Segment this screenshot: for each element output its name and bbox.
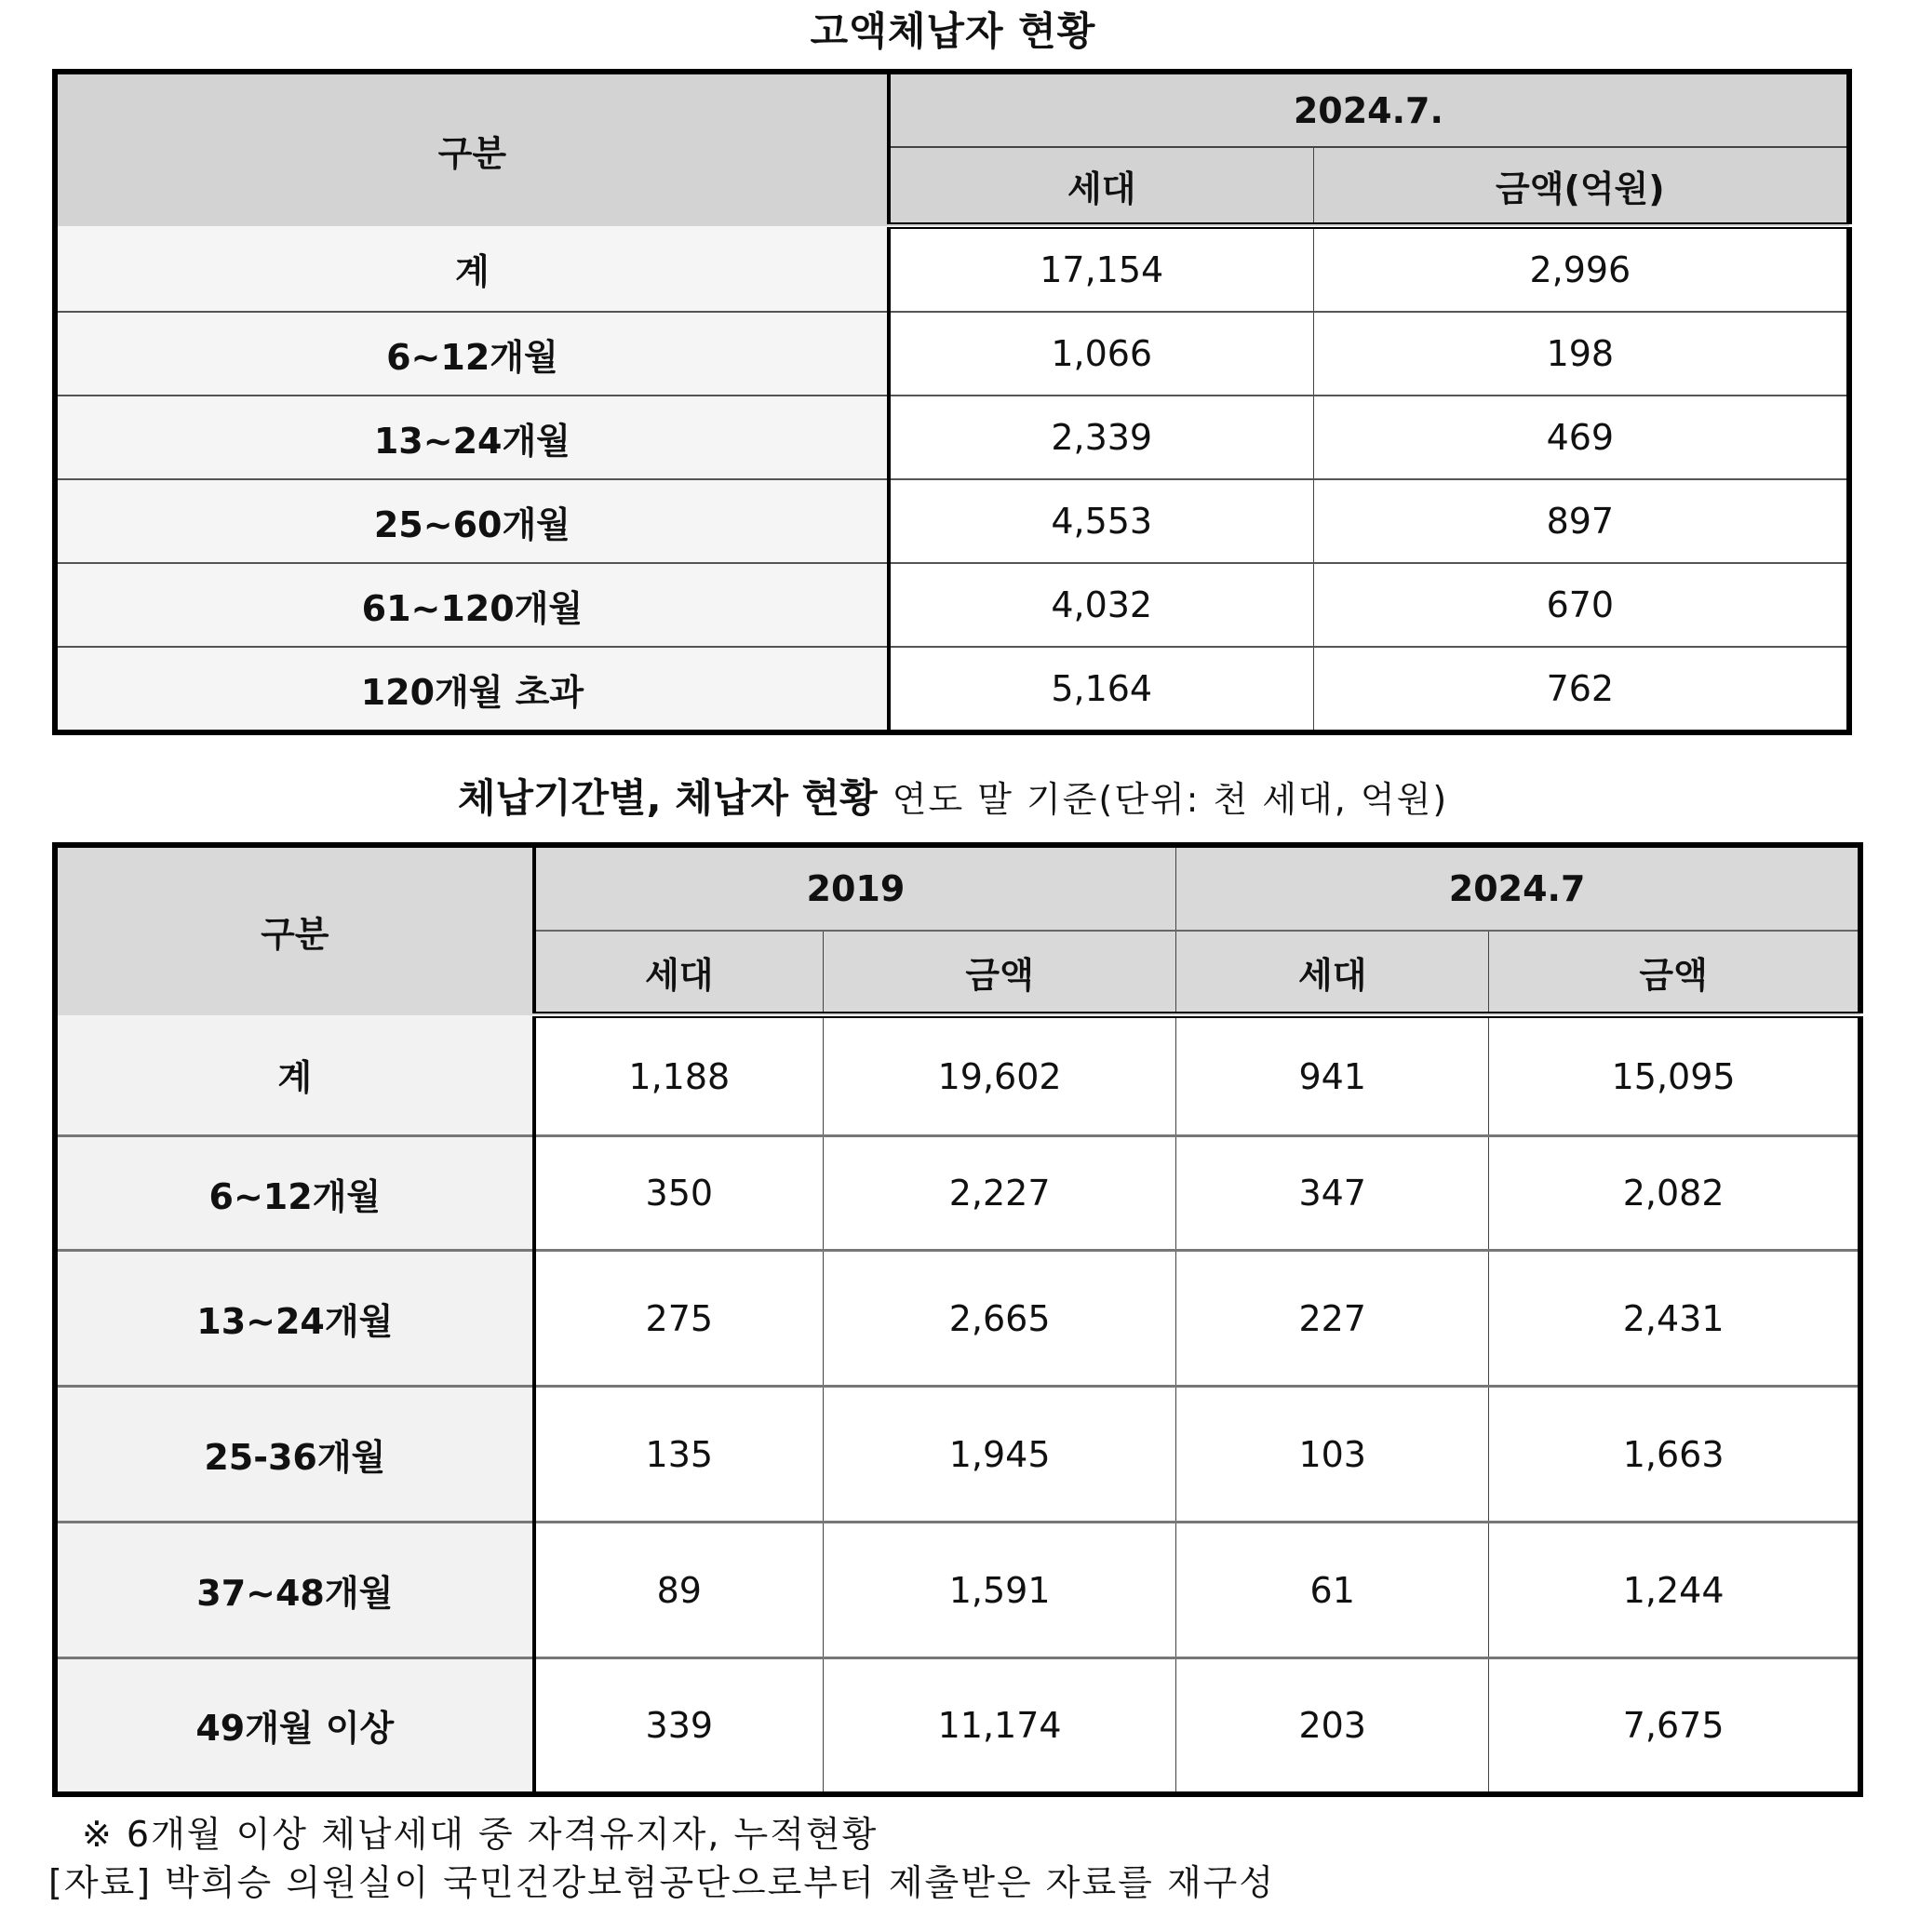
- table-row: [55, 1387, 1860, 1523]
- amount-value: 670: [1313, 563, 1849, 647]
- amount-2019: 1,591: [824, 1523, 1176, 1658]
- households-2019: 275: [534, 1251, 824, 1387]
- amount-value: 198: [1313, 312, 1849, 396]
- amount-value: 2,996: [1313, 226, 1849, 313]
- households-2024: 941: [1176, 1015, 1489, 1136]
- header-households-2024: 세대: [1176, 931, 1489, 1015]
- table-row: [55, 479, 1849, 563]
- table2-title-main: 체납기간별, 체납자 현황: [457, 775, 878, 821]
- header-category: 구분: [55, 845, 534, 1015]
- row-label: 25-36개월: [55, 1387, 534, 1523]
- table-row: [55, 647, 1849, 732]
- table-row: [55, 563, 1849, 647]
- row-label: 49개월 이상: [55, 1658, 534, 1794]
- row-label: 120개월 초과: [55, 647, 889, 732]
- households-2024: 61: [1176, 1523, 1489, 1658]
- households-value: 4,032: [889, 563, 1313, 647]
- header-period-2019: 2019: [534, 845, 1176, 931]
- households-2024: 227: [1176, 1251, 1489, 1387]
- row-label: 37~48개월: [55, 1523, 534, 1658]
- households-2019: 1,188: [534, 1015, 824, 1136]
- header-category: 구분: [55, 72, 889, 226]
- households-value: 17,154: [889, 226, 1313, 313]
- amount-value: 897: [1313, 479, 1849, 563]
- row-label: 13~24개월: [55, 396, 889, 479]
- households-value: 5,164: [889, 647, 1313, 732]
- amount-2024: 7,675: [1489, 1658, 1860, 1794]
- amount-2019: 1,945: [824, 1387, 1176, 1523]
- row-label: 계: [55, 1015, 534, 1136]
- households-2019: 89: [534, 1523, 824, 1658]
- households-2019: 350: [534, 1136, 824, 1251]
- header-amount: 금액(억원): [1313, 147, 1849, 226]
- households-2019: 339: [534, 1658, 824, 1794]
- row-label: 6~12개월: [55, 312, 889, 396]
- households-2024: 347: [1176, 1136, 1489, 1251]
- amount-2019: 2,665: [824, 1251, 1176, 1387]
- table-row: [55, 1523, 1860, 1658]
- arrears-by-period-table: [52, 842, 1863, 1797]
- amount-value: 469: [1313, 396, 1849, 479]
- amount-2019: 19,602: [824, 1015, 1176, 1136]
- amount-2024: 15,095: [1489, 1015, 1860, 1136]
- table-row: [55, 1251, 1860, 1387]
- row-label: 25~60개월: [55, 479, 889, 563]
- households-2024: 103: [1176, 1387, 1489, 1523]
- table-row: [55, 396, 1849, 479]
- table-row: [55, 226, 1849, 313]
- households-2024: 203: [1176, 1658, 1489, 1794]
- header-period: 2024.7.: [889, 72, 1849, 147]
- table-row: [55, 1136, 1860, 1251]
- table-row: [55, 312, 1849, 396]
- source-citation: [자료] 박희승 의원실이 국민건강보험공단으로부터 제출받은 자료를 재구성: [48, 1862, 1276, 1903]
- footnote: ※ 6개월 이상 체납세대 중 자격유지자, 누적현황: [82, 1814, 879, 1855]
- table1-title: 고액체납자 현황: [810, 8, 1096, 54]
- households-value: 4,553: [889, 479, 1313, 563]
- table-row: [55, 1658, 1860, 1794]
- amount-value: 762: [1313, 647, 1849, 732]
- header-amount-2024: 금액: [1489, 931, 1860, 1015]
- households-2019: 135: [534, 1387, 824, 1523]
- high-arrears-table: [52, 69, 1852, 735]
- header-period-2024: 2024.7: [1176, 845, 1860, 931]
- households-value: 2,339: [889, 396, 1313, 479]
- households-value: 1,066: [889, 312, 1313, 396]
- header-households: 세대: [889, 147, 1313, 226]
- amount-2024: 1,244: [1489, 1523, 1860, 1658]
- table-row: [55, 1015, 1860, 1136]
- header-households-2019: 세대: [534, 931, 824, 1015]
- table2-title: [0, 771, 1906, 826]
- header-amount-2019: 금액: [824, 931, 1176, 1015]
- row-label: 6~12개월: [55, 1136, 534, 1251]
- row-label: 13~24개월: [55, 1251, 534, 1387]
- amount-2019: 2,227: [824, 1136, 1176, 1251]
- amount-2024: 1,663: [1489, 1387, 1860, 1523]
- amount-2024: 2,082: [1489, 1136, 1860, 1251]
- amount-2019: 11,174: [824, 1658, 1176, 1794]
- row-label: 61~120개월: [55, 563, 889, 647]
- amount-2024: 2,431: [1489, 1251, 1860, 1387]
- table2-title-unit-note: 연도 말 기준(단위: 천 세대, 억원): [892, 779, 1449, 820]
- row-label: 계: [55, 226, 889, 313]
